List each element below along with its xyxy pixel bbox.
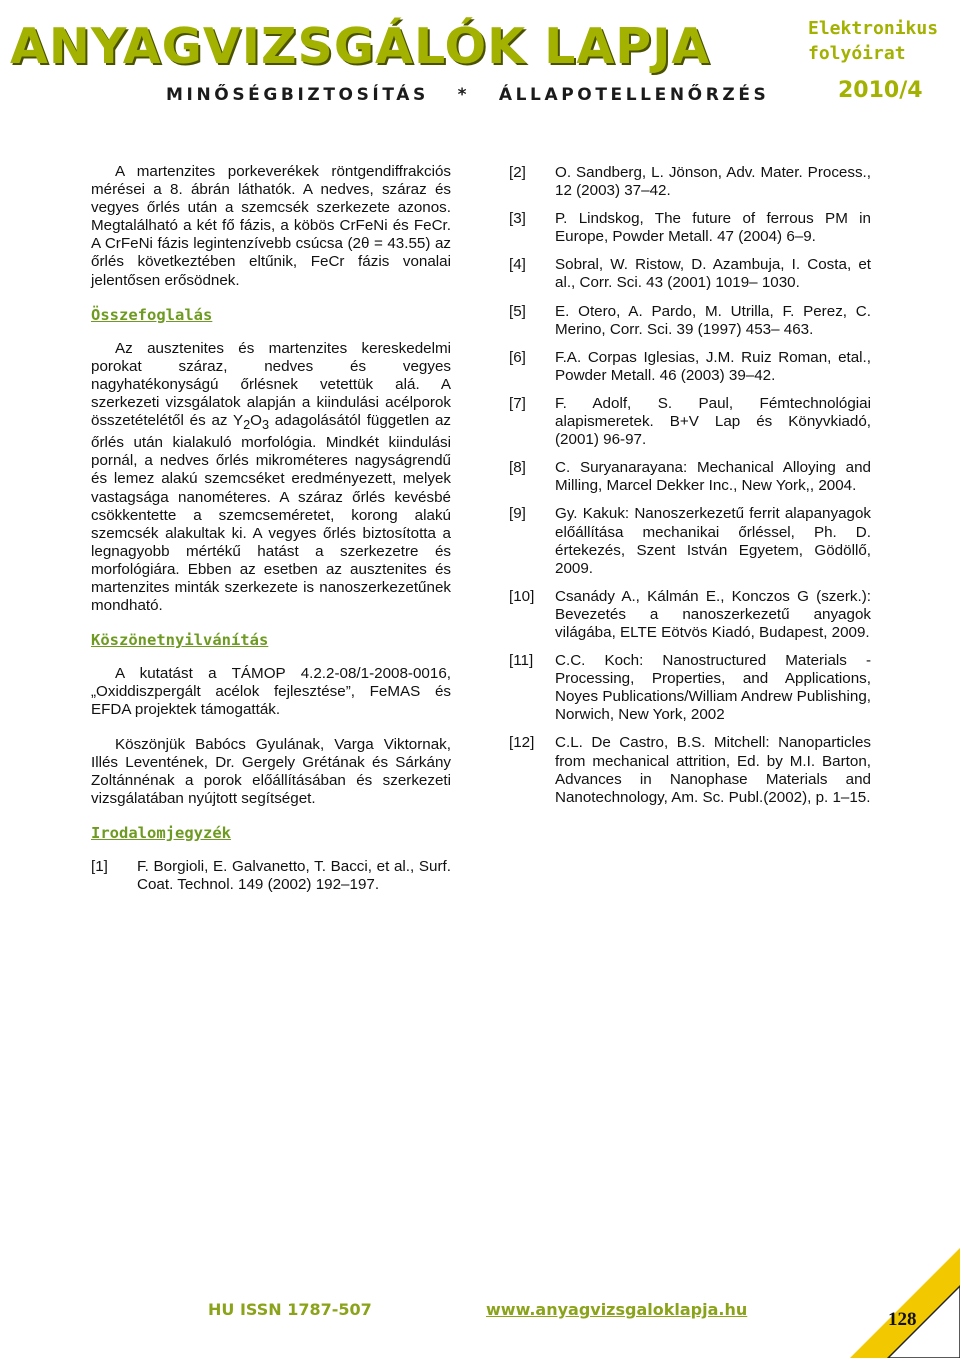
- page-number: 128: [888, 1309, 917, 1330]
- intro-paragraph: A martenzites porkeverékek röntgendiffrakciós mérései a 8. ábrán láthatók. A nedves, száraz és vegyes őrlés után a szemcsék szerkezete azonos. Megtalálható a két fő fázis, a köbös CrFeNi és FeCr. A CrFeNi fázis legintenzívebb csúcsa (2θ = 43.55) az őrlés következtében eltűnik, FeCr fázis vonalai jelentősen erősödnek.: [91, 163, 451, 289]
- reference-number: [1]: [91, 858, 108, 876]
- journal-subtitle: [166, 85, 769, 105]
- reference-number: [7]: [509, 394, 526, 412]
- reference-item: [509, 164, 871, 200]
- reference-item: [509, 652, 871, 724]
- summary-text-b: adagolásától független az őrlés után kialakuló morfológia. Mindkét kiindulási pornál, a nedves őrlés mikrométeres nagyságrendű és lemez alakú szemcséket eredményezett, melyek vastagsága nanométeres. A száraz őrlés kevésbé csökkentette a szemcseméretet, korong alakú szemcsék alakultak ki. A vegyes őrlés biztosította a legnagyobb mértékű hatást a szerkezetre és morfológiára. Ebben az esetben az ausztenites és martenzites minták szerkezete is nanoszerkezetűnek mondható.: [91, 412, 451, 615]
- reference-text: C.L. De Castro, B.S. Mitchell: Nanoparticles from mechanical attrition, Ed. by M.I. Barton, Advances in Nanophase Materials and Nanotechnology, Am. Sc. Publ.(2002), p. 1–15.: [555, 734, 871, 806]
- footer-issn: HU ISSN 1787-507: [208, 1300, 372, 1319]
- reference-number: [9]: [509, 505, 526, 523]
- reference-item: [509, 505, 871, 577]
- reference-number: [6]: [509, 348, 526, 366]
- reference-number: [12]: [509, 734, 535, 752]
- reference-item: [509, 395, 871, 449]
- ack-heading: Köszönetnyilvánítás: [91, 631, 269, 650]
- footer-website-link[interactable]: www.anyagvizsgaloklapja.hu: [486, 1300, 748, 1319]
- reference-number: [8]: [509, 459, 526, 477]
- subtitle-separator: *: [457, 85, 471, 105]
- ack-paragraph-1: A kutatást a TÁMOP 4.2.2-08/1-2008-0016, „Oxiddiszpergált acélok fejlesztése”, FeMAS és EFDA projektek támogatták.: [91, 665, 451, 719]
- reference-text: P. Lindskog, The future of ferrous PM in Europe, Powder Metall. 47 (2004) 6–9.: [555, 210, 871, 246]
- references-heading: Irodalomjegyzék: [91, 823, 231, 842]
- reference-text: F.A. Corpas Iglesias, J.M. Ruiz Roman, etal., Powder Metall. 46 (2003) 39–42.: [555, 348, 871, 384]
- reference-item: [91, 858, 451, 894]
- subscript-3: 3: [261, 418, 270, 433]
- reference-number: [2]: [509, 164, 526, 181]
- reference-item: [509, 210, 871, 246]
- summary-paragraph: [91, 340, 451, 615]
- reference-item: [509, 256, 871, 292]
- subscript-2: 2: [243, 418, 251, 433]
- reference-text: C. Suryanarayana: Mechanical Alloying and Milling, Marcel Dekker Inc., New York,, 2004.: [555, 459, 871, 495]
- reference-number: [11]: [509, 652, 534, 670]
- journal-banner: [0, 0, 960, 110]
- right-column: [509, 164, 871, 817]
- reference-item: [509, 588, 871, 642]
- journal-type: [808, 16, 938, 66]
- left-column: [91, 163, 451, 904]
- reference-number: [10]: [509, 587, 535, 605]
- reference-number: [3]: [509, 210, 526, 228]
- reference-text: E. Otero, A. Pardo, M. Utrilla, F. Perez, C. Merino, Corr. Sci. 39 (1997) 453– 463.: [555, 302, 871, 338]
- oxygen-symbol: O: [250, 412, 262, 430]
- reference-number: [5]: [509, 302, 526, 320]
- reference-text: C.C. Koch: Nanostructured Materials - Processing, Properties, and Applications, Noyes Publications/William Andrew Publishing, Norwich, New York, 2002: [555, 652, 871, 724]
- summary-heading: Összefoglalás: [91, 305, 213, 324]
- reference-text: Csanády A., Kálmán E., Konczos G (szerk.): Bevezetés a nanoszerkezetű anyagok világába, ELTE Eötvös Kiadó, Budapest, 2009.: [555, 587, 871, 641]
- reference-text: Sobral, W. Ristow, D. Azambuja, I. Costa, et al., Corr. Sci. 43 (2001) 1019– 1030.: [555, 256, 871, 292]
- summary-text-a: Az ausztenites és martenzites kereskedelmi porokat száraz, nedves és vegyes nagyhatékonyságú őrlésnek vetettük alá. A szerkezeti vizsgálatok alapján a kiindulási acélporok összetételétől és az Y: [91, 339, 451, 430]
- reference-text: O. Sandberg, L. Jönson, Adv. Mater. Process., 12 (2003) 37–42.: [555, 164, 871, 200]
- issue-number: 2010/4: [838, 78, 923, 103]
- reference-number: [4]: [509, 256, 526, 274]
- reference-text: Gy. Kakuk: Nanoszerkezetű ferrit alapanyagok előállítása mechanikai őrléssel, Ph. D. értekezés, Szent István Egyetem, Gödöllő, 2009.: [555, 505, 871, 577]
- reference-text: F. Adolf, S. Paul, Fémtechnológiai alapismeretek. B+V Lap és Könyvkiadó, (2001) 96-97.: [555, 394, 871, 449]
- journal-title: ANYAGVIZSGÁLÓK LAPJA: [10, 18, 711, 75]
- journal-type-line1: Elektronikus: [808, 18, 939, 39]
- ack-paragraph-2: Köszönjük Babócs Gyulának, Varga Viktornak, Illés Leventének, Dr. Gergely Grétának és Sárkány Zoltánnénak a porok előállításában és szerkezeti vizsgálatában nyújtott segítséget.: [91, 735, 451, 807]
- subtitle-left: MINŐSÉGBIZTOSÍTÁS: [166, 85, 429, 105]
- reference-item: [509, 349, 871, 385]
- reference-item: [509, 734, 871, 806]
- reference-item: [509, 303, 871, 339]
- page-corner-decoration: [850, 1248, 960, 1358]
- subtitle-right: ÁLLAPOTELLENŐRZÉS: [498, 85, 770, 105]
- reference-text: F. Borgioli, E. Galvanetto, T. Bacci, et al., Surf. Coat. Technol. 149 (2002) 192–197.: [137, 858, 451, 894]
- reference-item: [509, 459, 871, 495]
- journal-type-line2: folyóirat: [808, 43, 906, 64]
